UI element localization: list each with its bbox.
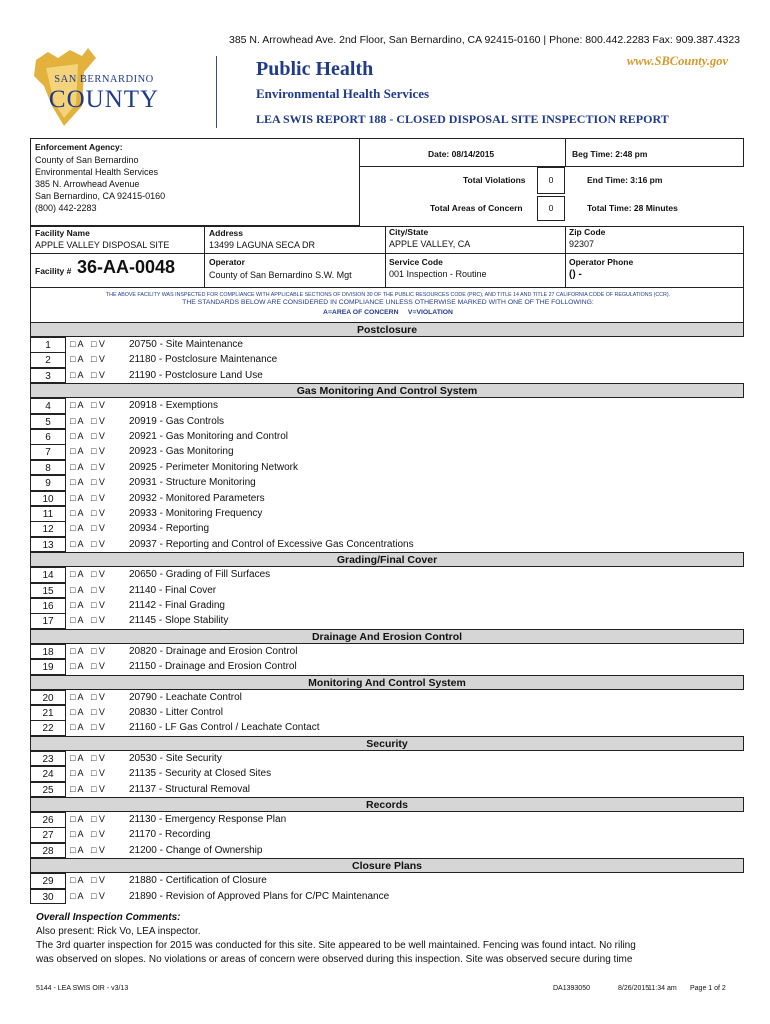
grid-line bbox=[385, 226, 386, 288]
service-code: 001 Inspection - Routine bbox=[389, 269, 487, 279]
concern-checkbox[interactable]: □ A bbox=[70, 783, 84, 794]
regulation-text: 20925 - Perimeter Monitoring Network bbox=[129, 461, 298, 473]
checklist-row bbox=[30, 782, 744, 798]
checklist-row bbox=[30, 873, 744, 889]
beg-time-cell bbox=[565, 138, 744, 167]
concern-checkbox[interactable]: □ A bbox=[70, 875, 84, 886]
concern-checkbox[interactable]: □ A bbox=[70, 339, 84, 349]
section-header: Records bbox=[30, 797, 744, 812]
concern-checkbox[interactable]: □ A bbox=[70, 600, 84, 610]
address-label: Address bbox=[209, 228, 244, 238]
checklist-row bbox=[30, 567, 744, 583]
regulation-text: 21160 - LF Gas Control / Leachate Contact bbox=[129, 722, 320, 734]
concern-checkbox[interactable]: □ A bbox=[70, 415, 84, 426]
checklist-row bbox=[30, 429, 744, 445]
violation-checkbox[interactable]: □ V bbox=[90, 415, 105, 426]
total-concern-value: 0 bbox=[537, 196, 565, 221]
logo-text-bottom: COUNTY bbox=[48, 86, 160, 113]
regulation-text: 21145 - Slope Stability bbox=[129, 615, 229, 627]
concern-checkbox[interactable]: □ A bbox=[70, 829, 84, 840]
concern-checkbox[interactable]: □ A bbox=[70, 461, 84, 472]
section-header: Security bbox=[30, 736, 744, 751]
checklist-row bbox=[30, 521, 744, 537]
row-number: 16 bbox=[30, 598, 66, 614]
violation-checkbox[interactable]: □ V bbox=[90, 461, 105, 472]
checklist-row bbox=[30, 720, 744, 736]
section-header: Drainage And Erosion Control bbox=[30, 629, 744, 644]
regulation-text: 20931 - Structure Monitoring bbox=[129, 477, 256, 489]
concern-checkbox[interactable]: □ A bbox=[70, 569, 84, 580]
footer-doc-id: DA1393050 bbox=[553, 985, 590, 992]
checklist-row bbox=[30, 843, 744, 859]
checklist-row bbox=[30, 766, 744, 782]
row-number: 25 bbox=[30, 782, 66, 798]
violation-checkbox[interactable]: □ V bbox=[90, 508, 105, 518]
facility-address: 13499 LAGUNA SECA DR bbox=[209, 240, 316, 250]
city-label: City/State bbox=[389, 227, 429, 237]
row-number: 3 bbox=[30, 368, 66, 384]
division-title: Environmental Health Services bbox=[256, 86, 430, 101]
comment-line: The 3rd quarter inspection for 2015 was conducted for this site. Site appeared to be well maintained. Fencing was found intact. No riling bbox=[36, 940, 636, 951]
violation-checkbox[interactable]: □ V bbox=[90, 492, 105, 503]
notice-line-2: THE STANDARDS BELOW ARE CONSIDERED IN COMPLIANCE UNLESS OTHERWISE MARKED WITH ONE OF THE FOLLOWING: bbox=[182, 299, 594, 306]
comments-block bbox=[36, 911, 736, 967]
violations-row bbox=[359, 166, 744, 196]
inspection-date: Date: 08/14/2015 bbox=[428, 149, 495, 159]
checklist-row bbox=[30, 414, 744, 430]
logo-text-top: SAN BERNARDINO bbox=[54, 74, 154, 85]
row-number: 6 bbox=[30, 429, 66, 445]
violation-checkbox[interactable]: □ V bbox=[90, 645, 105, 656]
concern-checkbox[interactable]: □ A bbox=[70, 369, 84, 380]
concern-checkbox[interactable]: □ A bbox=[70, 691, 84, 702]
comment-line: Also present: Rick Vo, LEA inspector. bbox=[36, 926, 201, 937]
row-number: 22 bbox=[30, 720, 66, 736]
concern-checkbox[interactable]: □ A bbox=[70, 523, 84, 534]
comment-line: was observed on slopes. No violations or areas of concern were observed during this inspection. Site was observed secure during time bbox=[36, 954, 633, 965]
row-number: 19 bbox=[30, 659, 66, 675]
header-divider bbox=[216, 56, 217, 128]
regulation-text: 21170 - Recording bbox=[129, 829, 211, 841]
concern-checkbox[interactable]: □ A bbox=[70, 814, 84, 824]
section-header: Grading/Final Cover bbox=[30, 552, 744, 567]
checklist-row bbox=[30, 705, 744, 721]
operator-phone: () - bbox=[569, 269, 582, 280]
violation-checkbox[interactable]: □ V bbox=[90, 691, 105, 702]
checklist-row bbox=[30, 444, 744, 460]
concern-checkbox[interactable]: □ A bbox=[70, 477, 84, 488]
regulation-text: 20937 - Reporting and Control of Excessive Gas Concentrations bbox=[129, 538, 414, 550]
violation-checkbox[interactable]: □ V bbox=[90, 446, 105, 457]
notice-line-1: THE ABOVE FACILITY WAS INSPECTED FOR COMPLIANCE WITH APPLICABLE SECTIONS OF DIVISION 30 OF THE PUBLIC RESOURCES CODE (PRC), AND TITLE 14 AND TITLE 27 CALIFORNIA CODE OF REGULATIONS (CCR). bbox=[105, 292, 671, 298]
row-number: 23 bbox=[30, 751, 66, 767]
notice-box bbox=[30, 287, 744, 323]
end-time: End Time: 3:16 pm bbox=[587, 175, 663, 185]
facility-operator: County of San Bernardino S.W. Mgt bbox=[209, 270, 352, 280]
concern-checkbox[interactable]: □ A bbox=[70, 752, 84, 763]
violation-checkbox[interactable]: □ V bbox=[90, 890, 105, 901]
website-link[interactable]: www.SBCounty.gov bbox=[626, 54, 728, 68]
checklist-row bbox=[30, 368, 744, 384]
violation-checkbox[interactable]: □ V bbox=[90, 814, 105, 824]
regulation-text: 20530 - Site Security bbox=[129, 752, 222, 764]
grid-line bbox=[565, 226, 566, 288]
concern-checkbox[interactable]: □ A bbox=[70, 615, 84, 626]
regulation-text: 20919 - Gas Controls bbox=[129, 415, 225, 427]
checklist-row bbox=[30, 690, 744, 706]
concern-checkbox[interactable]: □ A bbox=[70, 538, 84, 549]
facility-number: 36-AA-0048 bbox=[77, 257, 176, 277]
violation-checkbox[interactable]: □ V bbox=[90, 354, 105, 365]
row-number: 1 bbox=[30, 337, 66, 353]
total-concern-label: Total Areas of Concern bbox=[430, 203, 523, 213]
row-number: 4 bbox=[30, 398, 66, 414]
regulation-text: 21180 - Postclosure Maintenance bbox=[129, 354, 278, 366]
operator-label: Operator bbox=[209, 257, 245, 267]
notice-line-3: A=AREA OF CONCERN V=VIOLATION bbox=[323, 309, 453, 316]
violation-checkbox[interactable]: □ V bbox=[90, 661, 105, 672]
row-number: 18 bbox=[30, 644, 66, 660]
checklist-row bbox=[30, 812, 744, 828]
row-number: 13 bbox=[30, 537, 66, 553]
checklist-row bbox=[30, 398, 744, 414]
regulation-text: 21140 - Final Cover bbox=[129, 584, 217, 596]
concern-checkbox[interactable]: □ A bbox=[70, 768, 84, 779]
regulation-text: 21200 - Change of Ownership bbox=[129, 844, 263, 856]
section-header: Gas Monitoring And Control System bbox=[30, 383, 744, 398]
concern-checkbox[interactable]: □ A bbox=[70, 492, 84, 503]
concern-checkbox[interactable]: □ A bbox=[70, 431, 84, 441]
total-violations-label: Total Violations bbox=[463, 175, 526, 185]
violation-checkbox[interactable]: □ V bbox=[90, 615, 105, 626]
section-header: Monitoring And Control System bbox=[30, 675, 744, 690]
operator-phone-label: Operator Phone bbox=[569, 257, 634, 267]
row-number: 30 bbox=[30, 889, 66, 905]
regulation-text: 20934 - Reporting bbox=[129, 523, 210, 535]
agency-line: (800) 442-2283 bbox=[35, 203, 97, 213]
concern-row bbox=[359, 195, 744, 225]
row-number: 2 bbox=[30, 352, 66, 368]
department-title: Public Health bbox=[256, 58, 374, 80]
regulation-text: 21130 - Emergency Response Plan bbox=[129, 814, 287, 825]
violation-checkbox[interactable]: □ V bbox=[90, 844, 105, 855]
agency-line: 385 N. Arrowhead Avenue bbox=[35, 179, 140, 189]
regulation-text: 21137 - Structural Removal bbox=[129, 783, 250, 795]
violation-checkbox[interactable]: □ V bbox=[90, 584, 105, 595]
row-number: 9 bbox=[30, 475, 66, 491]
concern-checkbox[interactable]: □ A bbox=[70, 707, 84, 717]
row-number: 8 bbox=[30, 460, 66, 476]
row-number: 7 bbox=[30, 444, 66, 460]
concern-checkbox[interactable]: □ A bbox=[70, 645, 84, 656]
concern-checkbox[interactable]: □ A bbox=[70, 446, 84, 457]
row-number: 26 bbox=[30, 812, 66, 828]
checklist-row bbox=[30, 889, 744, 905]
concern-checkbox[interactable]: □ A bbox=[70, 400, 84, 411]
checklist-row bbox=[30, 751, 744, 767]
checklist-row bbox=[30, 352, 744, 368]
violation-checkbox[interactable]: □ V bbox=[90, 722, 105, 733]
violation-checkbox[interactable]: □ V bbox=[90, 477, 105, 488]
footer-time: 11:34 am bbox=[648, 985, 677, 992]
regulation-text: 20932 - Monitored Parameters bbox=[129, 492, 265, 504]
county-logo bbox=[24, 46, 174, 132]
checklist-row bbox=[30, 644, 744, 660]
report-title: LEA SWIS REPORT 188 - CLOSED DISPOSAL SITE INSPECTION REPORT bbox=[256, 112, 669, 126]
regulation-text: 21135 - Security at Closed Sites bbox=[129, 768, 272, 780]
regulation-text: 20933 - Monitoring Frequency bbox=[129, 508, 263, 519]
section-header: Postclosure bbox=[30, 322, 744, 337]
agency-label: Enforcement Agency: bbox=[35, 142, 123, 152]
regulation-text: 20750 - Site Maintenance bbox=[129, 339, 243, 350]
footer-form-id: 5144 - LEA SWIS OIR - v3/13 bbox=[36, 985, 129, 992]
row-number: 24 bbox=[30, 766, 66, 782]
checklist-row bbox=[30, 337, 744, 353]
zip-label: Zip Code bbox=[569, 227, 606, 237]
row-number: 17 bbox=[30, 613, 66, 629]
footer-page: Page 1 of 2 bbox=[690, 985, 726, 992]
checklist-row bbox=[30, 613, 744, 629]
row-number: 28 bbox=[30, 843, 66, 859]
grid-line bbox=[204, 226, 205, 288]
facility-city: APPLE VALLEY, CA bbox=[389, 239, 471, 249]
row-number: 12 bbox=[30, 521, 66, 537]
regulation-text: 20650 - Grading of Fill Surfaces bbox=[129, 569, 271, 581]
checklist-row bbox=[30, 506, 744, 522]
grid-line bbox=[30, 253, 744, 254]
agency-box bbox=[30, 138, 360, 226]
footer-date: 8/26/2015 bbox=[618, 985, 650, 992]
violation-checkbox[interactable]: □ V bbox=[90, 339, 105, 349]
violation-checkbox[interactable]: □ V bbox=[90, 783, 105, 794]
violation-checkbox[interactable]: □ V bbox=[90, 431, 105, 441]
violation-checkbox[interactable]: □ V bbox=[90, 369, 105, 380]
concern-checkbox[interactable]: □ A bbox=[70, 844, 84, 855]
concern-checkbox[interactable]: □ A bbox=[70, 584, 84, 595]
regulation-text: 20790 - Leachate Control bbox=[129, 691, 242, 703]
checklist-row bbox=[30, 583, 744, 599]
violation-checkbox[interactable]: □ V bbox=[90, 600, 105, 610]
checklist-row bbox=[30, 659, 744, 675]
regulation-text: 21880 - Certification of Closure bbox=[129, 875, 267, 887]
row-number: 11 bbox=[30, 506, 66, 522]
facility-name-label: Facility Name bbox=[35, 228, 90, 238]
row-number: 27 bbox=[30, 827, 66, 843]
concern-checkbox[interactable]: □ A bbox=[70, 508, 84, 518]
violation-checkbox[interactable]: □ V bbox=[90, 768, 105, 779]
agency-line: County of San Bernardino bbox=[35, 155, 139, 165]
regulation-text: 20921 - Gas Monitoring and Control bbox=[129, 431, 288, 442]
facility-name: APPLE VALLEY DISPOSAL SITE bbox=[35, 240, 170, 250]
concern-checkbox[interactable]: □ A bbox=[70, 661, 84, 672]
violation-checkbox[interactable]: □ V bbox=[90, 400, 105, 411]
comments-label: Overall Inspection Comments: bbox=[36, 912, 181, 923]
row-number: 5 bbox=[30, 414, 66, 430]
violation-checkbox[interactable]: □ V bbox=[90, 707, 105, 717]
beg-time: Beg Time: 2:48 pm bbox=[572, 149, 648, 159]
violation-checkbox[interactable]: □ V bbox=[90, 875, 105, 886]
agency-line: Environmental Health Services bbox=[35, 167, 159, 177]
violation-checkbox[interactable]: □ V bbox=[90, 538, 105, 549]
row-number: 21 bbox=[30, 705, 66, 721]
checklist-row bbox=[30, 460, 744, 476]
row-number: 29 bbox=[30, 873, 66, 889]
regulation-text: 21190 - Postclosure Land Use bbox=[129, 369, 263, 381]
total-violations-value: 0 bbox=[537, 167, 565, 194]
row-number: 10 bbox=[30, 491, 66, 507]
concern-checkbox[interactable]: □ A bbox=[70, 354, 84, 365]
checklist-row bbox=[30, 491, 744, 507]
violation-checkbox[interactable]: □ V bbox=[90, 829, 105, 840]
regulation-text: 20918 - Exemptions bbox=[129, 400, 218, 412]
regulation-text: 21150 - Drainage and Erosion Control bbox=[129, 661, 297, 673]
section-header: Closure Plans bbox=[30, 858, 744, 873]
row-number: 20 bbox=[30, 690, 66, 706]
concern-checkbox[interactable]: □ A bbox=[70, 890, 84, 901]
total-time: Total Time: 28 Minutes bbox=[587, 203, 678, 213]
checklist-row bbox=[30, 827, 744, 843]
regulation-text: 20923 - Gas Monitoring bbox=[129, 446, 234, 458]
violation-checkbox[interactable]: □ V bbox=[90, 569, 105, 580]
concern-checkbox[interactable]: □ A bbox=[70, 722, 84, 733]
regulation-text: 21142 - Final Grading bbox=[129, 600, 225, 611]
regulation-text: 20820 - Drainage and Erosion Control bbox=[129, 645, 298, 657]
agency-line: San Bernardino, CA 92415-0160 bbox=[35, 191, 166, 201]
row-number: 14 bbox=[30, 567, 66, 583]
checklist-row bbox=[30, 598, 744, 614]
violation-checkbox[interactable]: □ V bbox=[90, 523, 105, 534]
violation-checkbox[interactable]: □ V bbox=[90, 752, 105, 763]
facility-num-label: Facility # bbox=[35, 266, 72, 276]
checklist-row bbox=[30, 475, 744, 491]
regulation-text: 20830 - Litter Control bbox=[129, 707, 223, 718]
service-code-label: Service Code bbox=[389, 257, 443, 267]
row-number: 15 bbox=[30, 583, 66, 599]
contact-address-line: 385 N. Arrowhead Ave. 2nd Floor, San Bernardino, CA 92415-0160 | Phone: 800.442.2283 Fax: 909.387.4323 bbox=[229, 34, 740, 46]
facility-zip: 92307 bbox=[569, 239, 595, 249]
checklist-row bbox=[30, 537, 744, 553]
regulation-text: 21890 - Revision of Approved Plans for C/PC Maintenance bbox=[129, 890, 390, 902]
